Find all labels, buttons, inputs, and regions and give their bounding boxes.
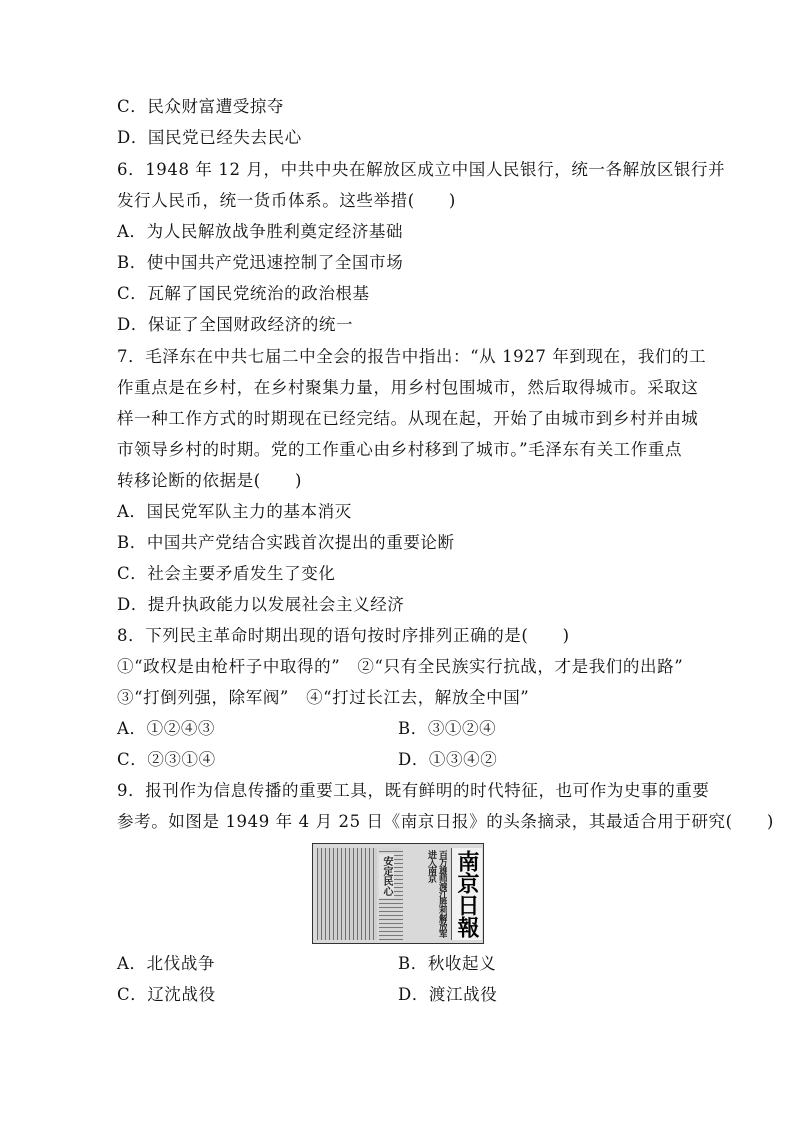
q6-option-d: D．保证了全国财政经济的统一 (117, 315, 354, 334)
q9-option-c: C．辽沈战役 (117, 985, 216, 1004)
q9-option-b: B．秋收起义 (398, 954, 497, 973)
q6-stem-line-1: 6．1948 年 12 月，中共中央在解放区成立中国人民银行，统一各解放区银行并 (117, 160, 726, 179)
q8-stem: 8．下列民主革命时期出现的语句按时序排列正确的是( ) (117, 626, 570, 645)
q7-option-b: B．中国共产党结合实践首次提出的重要论断 (117, 533, 455, 552)
q9-option-d: D．渡江战役 (398, 985, 498, 1004)
q6-option-a: A．为人民解放战争胜利奠定经济基础 (117, 222, 404, 241)
q6-option-b: B．使中国共产党迅速控制了全国市场 (117, 253, 404, 272)
q7-stem-line-2: 作重点是在乡村，在乡村聚集力量，用乡村包围城市，然后取得城市。采取这 (117, 378, 699, 397)
q7-stem-line-3: 样一种工作方式的时期现在已经完结。从现在起，开始了由城市到乡村并由城 (117, 409, 699, 428)
q5-option-d: D．国民党已经失去民心 (117, 128, 302, 147)
q5-option-c: C．民众财富遭受掠夺 (117, 97, 285, 116)
q8-option-d: D．①③④② (398, 750, 498, 769)
q9-stem-line-1: 9．报刊作为信息传播的重要工具，既有鲜明的时代特征，也可作为史事的重要 (117, 781, 710, 800)
q7-option-d: D．提升执政能力以发展社会主义经济 (117, 595, 405, 614)
newspaper-subheadline: 安定民心 (381, 856, 392, 896)
q9-stem-line-2: 参考。如图是 1949 年 4 月 25 日《南京日报》的头条摘录，其最适合用于研究( ) (117, 812, 774, 831)
newspaper-figure (312, 843, 484, 944)
q8-option-c: C．②③①④ (117, 750, 216, 769)
q7-option-c: C．社会主要矛盾发生了变化 (117, 564, 336, 583)
q9-option-a: A．北伐战争 (117, 954, 216, 973)
newspaper-masthead: 南京日報 (451, 848, 482, 940)
q8-option-b: B．③①②④ (398, 719, 497, 738)
q8-items-line-2: ③“打倒列强，除军阀” ④“打过长江去，解放全中国” (117, 688, 530, 707)
newspaper-headline: 百万雄师渡江胜利解放军进入南京 (426, 850, 447, 938)
newspaper-text-columns (317, 848, 377, 940)
q7-stem-line-1: 7．毛泽东在中共七届二中全会的报告中指出：“从 1927 年到现在，我们的工 (117, 347, 707, 366)
q8-items-line-1: ①“政权是由枪杆子中取得的” ②“只有全民族实行抗战，才是我们的出路” (117, 657, 684, 676)
q6-option-c: C．瓦解了国民党统治的政治根基 (117, 284, 370, 303)
q7-option-a: A．国民党军队主力的基本消灭 (117, 502, 352, 521)
q7-stem-line-4: 市领导乡村的时期。党的工作重心由乡村移到了城市。”毛泽东有关工作重点 (117, 440, 683, 459)
q7-stem-line-5: 转移论断的依据是( ) (117, 471, 303, 490)
q6-stem-line-2: 发行人民币，统一货币体系。这些举措( ) (117, 191, 456, 210)
q8-option-a: A．①②④③ (117, 719, 216, 738)
